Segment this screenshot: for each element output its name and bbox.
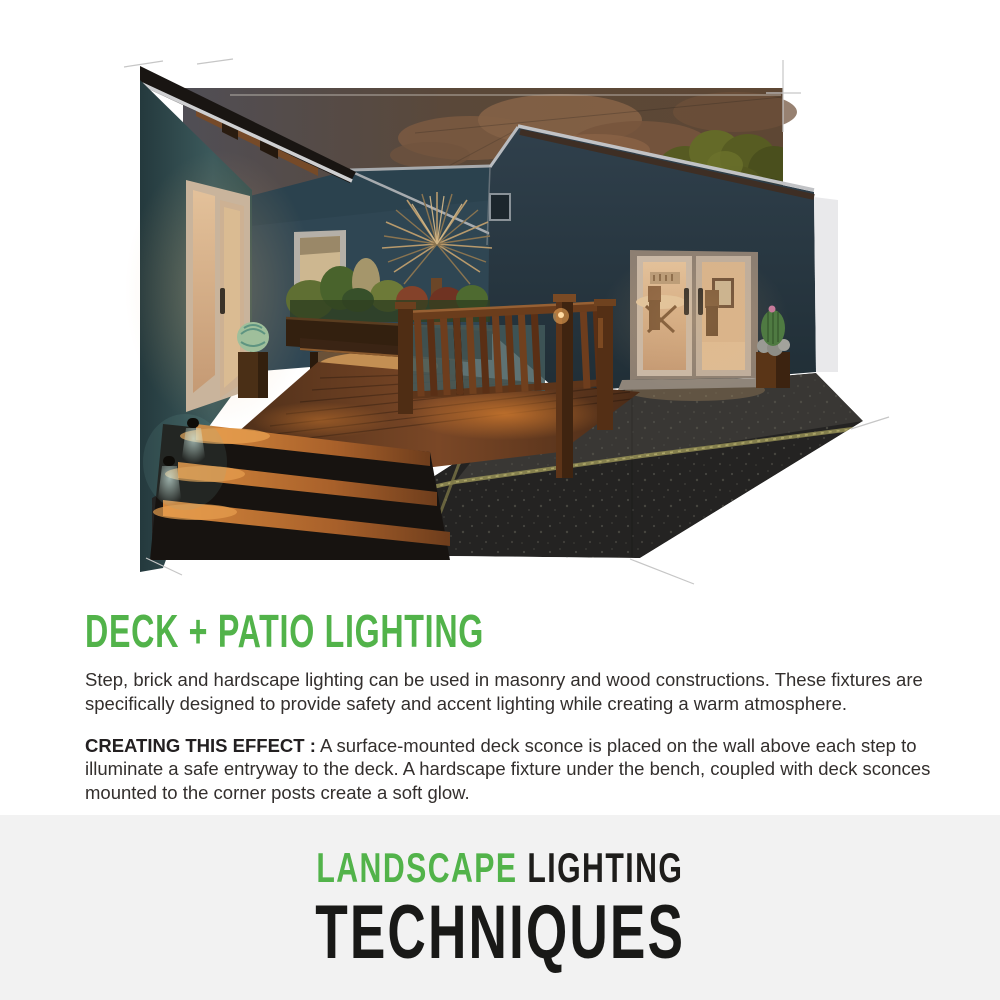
brand-line1 xyxy=(0,844,1000,891)
article-copy xyxy=(85,605,937,823)
intro-paragraph: Step, brick and hardscape lighting can be used in masonry and wood constructions. These fixtures are specifically designed to provide safety and accent lighting while creating a warm atmosphere. xyxy=(85,669,923,714)
post-sconce xyxy=(558,312,564,318)
railing-post-left xyxy=(398,306,413,414)
page-title-text: DECK + PATIO LIGHTING xyxy=(85,605,485,657)
door-handle xyxy=(220,288,225,314)
brand-word-lighting: LIGHTING xyxy=(527,844,684,891)
cactus-flower xyxy=(769,306,776,313)
side-panel xyxy=(814,197,838,372)
effect-text: A surface-mounted deck sconce is placed on the wall above each step to illuminate a safe entryway to the deck. A hardscape fixture under the bench, coupled with deck sconces mounted to the corner posts create a soft glow. xyxy=(85,734,931,803)
effect-paragraph xyxy=(85,734,937,805)
footer-brand-band xyxy=(0,815,1000,1000)
brand-word-landscape: LANDSCAPE xyxy=(316,844,518,891)
step-sconce-1 xyxy=(187,418,199,428)
potted-cactus-left xyxy=(237,322,269,398)
page-title xyxy=(85,605,937,657)
brand-line2 xyxy=(0,890,1000,975)
step-sconces xyxy=(143,414,227,510)
gable-vent xyxy=(490,194,510,220)
brand-word-techniques: TECHNIQUES xyxy=(315,890,685,975)
step-sconce-2 xyxy=(163,456,175,466)
effect-label: CREATING THIS EFFECT : xyxy=(85,734,316,756)
